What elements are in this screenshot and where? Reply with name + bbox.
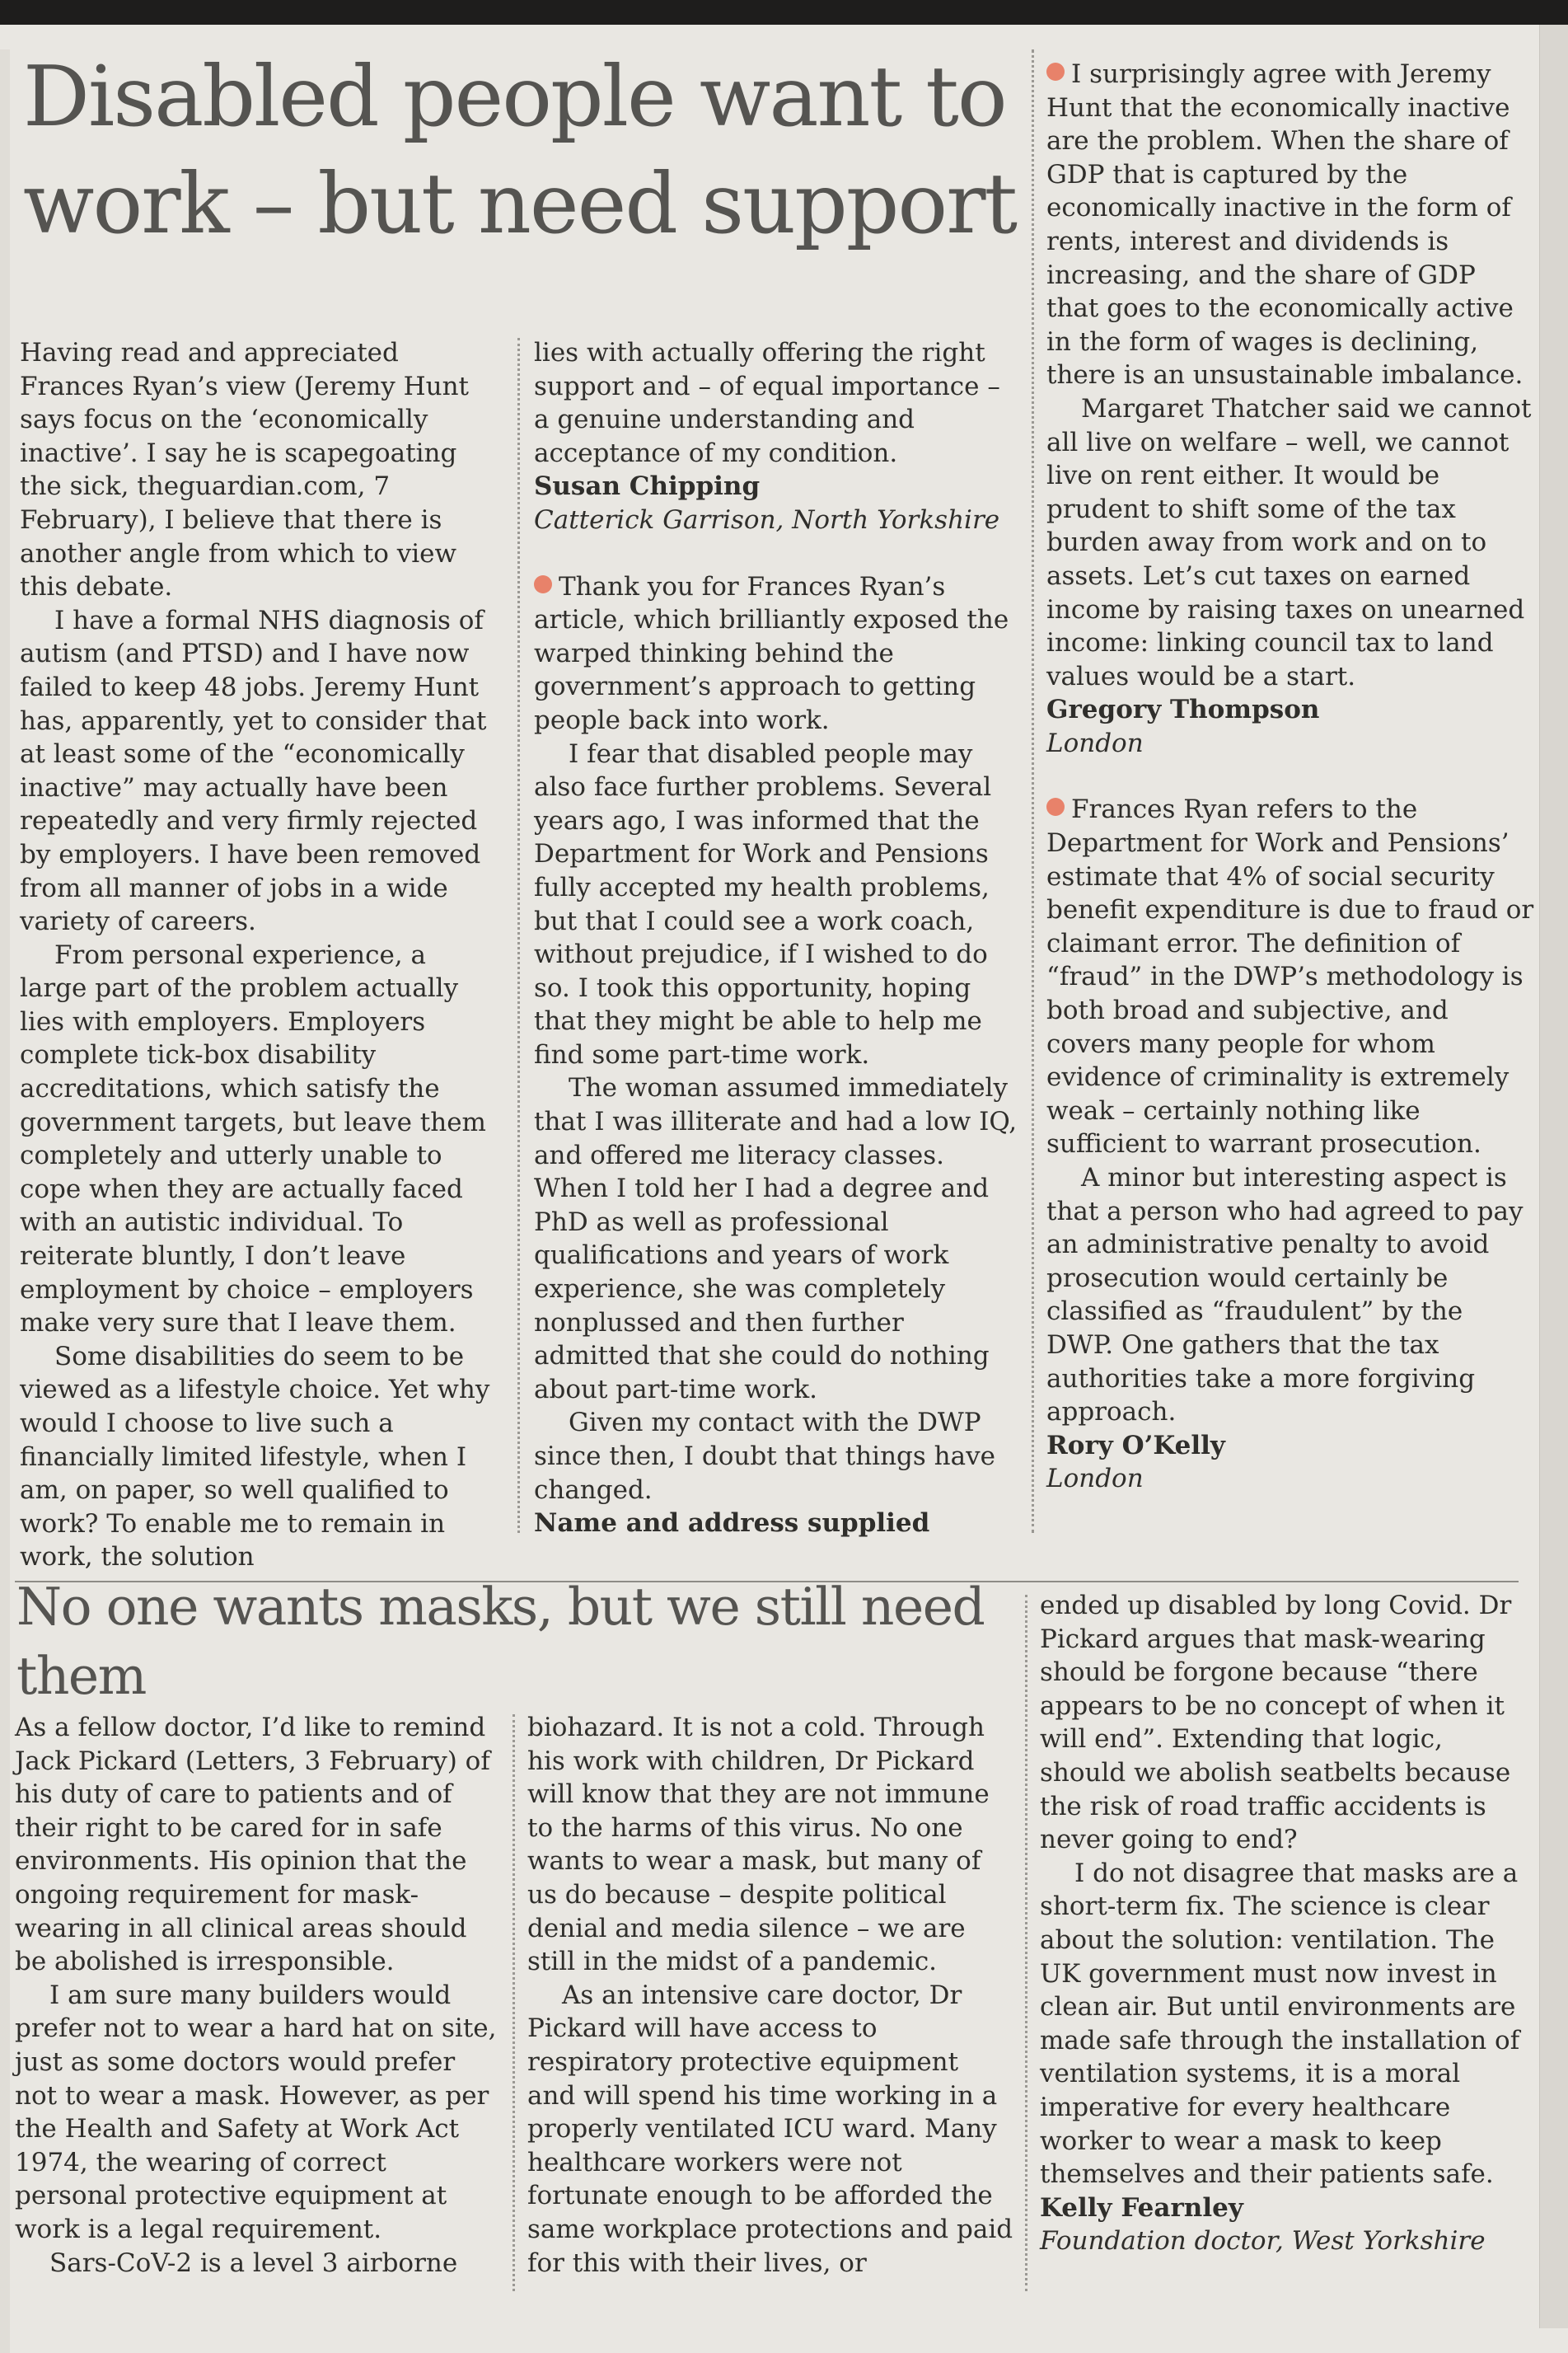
letter1-paragraph-continued: lies with actually offering the right support and – of equal importance – a genuine understanding and acceptance of my condition.: [534, 338, 1000, 468]
letter4-first-text: Frances Ryan refers to the Department for Work and Pensions’ estimate that 4% of social security benefit expenditure is due to fraud or claimant error. The definition of “fraud” in the DWP’s methodology is both broad and subjective, and covers many people for whom evidence of criminality is extremely weak – certainly nothing like sufficient to warrant prosecution.: [1046, 794, 1534, 1160]
column-divider: [1032, 49, 1034, 1533]
mask-letter-paragraph: biohazard. It is not a cold. Through his work with children, Dr Pickard will know that they are not immune to the harms of this virus. No one wants to wear a mask, but many of us do because – despite political denial and media silence – we are still in the midst of a pandemic.: [527, 1713, 990, 1977]
letter1-signature: Susan Chipping: [534, 471, 761, 502]
letter3-first-text: I surprisingly agree with Jeremy Hunt that the economically inactive are the problem. When the share of GDP that is captured by the economically inactive in the form of rents, interest and dividends is increasing, and the share of GDP that goes to the economically active in the form of wages is declining, there is an unsustainable imbalance.: [1046, 59, 1524, 391]
letter1-paragraph: Some disabilities do seem to be viewed as a lifestyle choice. Yet why would I choose to live such a financially limited lifestyle, when I am, on paper, so well qualified to work? To enable me to remain in work, the solution: [20, 1341, 490, 1573]
letter1-paragraph: Having read and appreciated Frances Ryan’s view (Jeremy Hunt says focus on the ‘economically inactive’. I say he is scapegoating the sick, theguardian.com, 7 February), I believe that there is another angle from which to view this debate.: [20, 338, 469, 602]
column-divider: [513, 1714, 515, 2291]
letter2-paragraph: Given my contact with the DWP since then, I doubt that things have changed.: [534, 1408, 995, 1505]
article2-column-2: [527, 1711, 1013, 2280]
letter4-paragraph: [1046, 793, 1534, 1161]
article2-column-3: [1040, 1589, 1534, 2258]
headline-masks: No one wants masks, but we still need them: [16, 1577, 985, 1706]
mask-letter-signature: Kelly Fearnley: [1040, 2192, 1243, 2223]
letter3-paragraph: [1046, 58, 1534, 392]
mask-letter-paragraph: As an intensive care doctor, Dr Pickard will have access to respiratory protective equipment and will spend his time working in a properly ventilated ICU ward. Many healthcare workers were not fortunate enough to be afforded the same workplace protections and paid for this with their lives, or: [527, 1980, 1013, 2278]
letter2-paragraph: I fear that disabled people may also face further problems. Several years ago, I was informed that the Department for Work and Pensions fully accepted my health problems, but that I could see a work coach, without prejudice, if I wished to do so. I took this opportunity, hoping that they might be able to help me find some part-time work.: [534, 738, 992, 1070]
letter2-paragraph: [534, 570, 1020, 738]
mask-letter-paragraph: I do not disagree that masks are a short-term fix. The science is clear about the solution: ventilation. The UK government must now invest in clean air. But until environments are made safe through the installation of ventilation systems, it is a moral imperative for every healthcare worker to wear a mask to keep themselves and their patients safe.: [1040, 1858, 1520, 2190]
bullet-icon: [534, 575, 552, 593]
headline-disabled-people: Disabled people want to work – but need support: [23, 48, 1017, 252]
mask-letter-paragraph: Sars-CoV-2 is a level 3 airborne: [49, 2248, 458, 2278]
letter2-paragraph: The woman assumed immediately that I was illiterate and had a low IQ, and offered me literacy classes. When I told her I had a degree and PhD as well as professional qualifications and years of work experience, she was completely nonplussed and then further admitted that she could do nothing about part-time work.: [534, 1073, 1018, 1404]
adjacent-page-edge: [1539, 25, 1568, 2328]
article1-column-3: [1046, 58, 1534, 1496]
letter2-first-text: Thank you for Frances Ryan’s article, which brilliantly exposed the warped thinking behind the government’s approach to getting people back into work.: [534, 571, 1009, 735]
scan-top-edge: [0, 0, 1568, 25]
letter4-signature: Rory O’Kelly: [1046, 1430, 1225, 1460]
article1-column-1: [20, 336, 498, 1574]
bullet-icon: [1046, 798, 1065, 816]
letter3-paragraph: Margaret Thatcher said we cannot all live on welfare – well, we cannot live on rent either. It would be prudent to shift some of the tax burden away from work and on to assets. Let’s cut taxes on earned income by raising taxes on unearned income: linking council tax to land values would be a start.: [1046, 393, 1532, 691]
letter3-location: London: [1046, 728, 1144, 758]
mask-letter-paragraph: ended up disabled by long Covid. Dr Pickard argues that mask-wearing should be forgone because “there appears to be no concept of when it will end”. Extending that logic, should we abolish seatbelts because the risk of road traffic accidents is never going to end?: [1040, 1591, 1512, 1855]
newspaper-page: [0, 25, 1539, 2328]
letter1-paragraph: From personal experience, a large part of the problem actually lies with employers. Employers complete tick-box disability accreditations, which satisfy the government targets, but leave them completely and utterly unable to cope when they are actually faced with an autistic individual. To reiterate bluntly, I don’t leave employment by choice – employers make very sure that I leave them.: [20, 940, 486, 1338]
column-divider: [1025, 1595, 1027, 2291]
column-divider: [517, 338, 520, 1533]
letter1-paragraph: I have a formal NHS diagnosis of autism (and PTSD) and I have now failed to keep 48 jobs. Jeremy Hunt has, apparently, yet to consider that at least some of the “economically inactive” may actually have been repeatedly and very firmly rejected by employers. I have been removed from all manner of jobs in a wide variety of careers.: [20, 605, 487, 937]
letter3-signature: Gregory Thompson: [1046, 695, 1320, 725]
article1-column-2: [534, 336, 1020, 1540]
letter2-signature: Name and address supplied: [534, 1508, 930, 1539]
letter4-location: London: [1046, 1464, 1144, 1494]
letter4-paragraph: A minor but interesting aspect is that a person who had agreed to pay an administrative penalty to avoid prosecution would certainly be classified as “fraudulent” by the DWP. One gathers that the tax authorities take a more forgiving approach.: [1046, 1163, 1524, 1427]
scan-left-edge: [0, 49, 10, 2353]
mask-letter-location: Foundation doctor, West Yorkshire: [1040, 2226, 1486, 2257]
letter1-location: Catterick Garrison, North Yorkshire: [534, 504, 1000, 535]
mask-letter-paragraph: As a fellow doctor, I’d like to remind Jack Pickard (Letters, 3 February) of his duty of care to patients and of their right to be cared for in safe environments. His opinion that the ongoing requirement for mask-wearing in all clinical areas should be abolished is irresponsible.: [15, 1713, 490, 1977]
bullet-icon: [1046, 63, 1065, 81]
mask-letter-paragraph: I am sure many builders would prefer not to wear a hard hat on site, just as some doctors would prefer not to wear a mask. However, as per the Health and Safety at Work Act 1974, the wearing of correct personal protective equipment at work is a legal requirement.: [15, 1980, 497, 2244]
article2-column-1: [15, 1711, 501, 2280]
